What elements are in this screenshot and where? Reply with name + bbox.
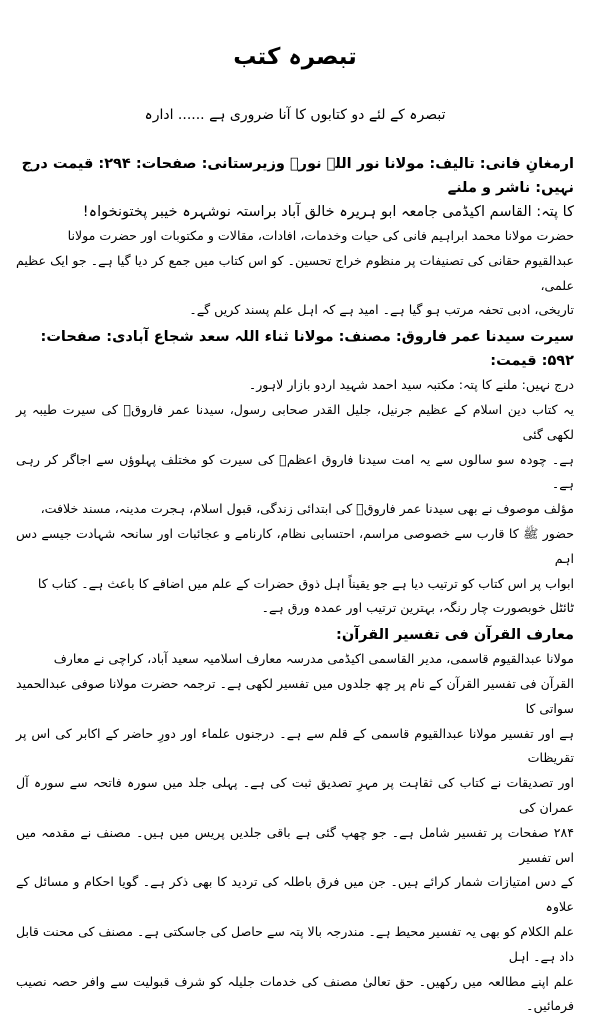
review-publisher: درج نہیں: ملنے کا پتہ: مکتبہ سید احمد شہید اردو بازار لاہور۔ (248, 377, 574, 393)
review-maarif-ul-quran (16, 623, 574, 1019)
review-body-line: القرآن فی تفسیر القرآن کے نام پر چھ جلدوں میں تفسیر لکھی ہے۔ ترجمہ حضرت مولانا صوفی عبدالحمید سواتی کا (16, 675, 574, 716)
review-body-line: تاریخی، ادبی تحفہ مرتب ہو گیا ہے۔ امید ہے کہ اہل علم پسند کریں گے۔ (189, 302, 574, 318)
review-heading: ارمغانِ فانی: تالیف: مولانا نور اللہ نورؔ وزیرستانی: صفحات: ۲۹۴: قیمت درج نہیں: ناشر و ملنے (21, 156, 574, 196)
review-body-line: اور تصدیقات نے کتاب کی ثقاہت پر مہرِ تصدیق ثبت کی ہے۔ پہلی جلد میں سورہ فاتحہ سے سورہ آل عمران کی (16, 775, 574, 815)
review-body-line: یہ کتاب دین اسلام کے عظیم جرنیل، جلیل القدر صحابی رسول، سیدنا عمر فاروقؓ کی سیرت طیبہ پر لکھی گئی (16, 401, 574, 442)
review-body-line: ۲۸۴ صفحات پر تفسیر شامل ہے۔ جو چھپ گئی ہے باقی جلدیں پریس میں ہیں۔ مصنف نے مقدمہ میں اس تفسیر (16, 824, 574, 865)
review-armaghan-fani (16, 152, 574, 323)
review-body-line: ہے اور تفسیر مولانا عبدالقیوم قاسمی کے قلم سے ہے۔ درجنوں علماء اور دورِ حاضر کے اکابر کی اس پر تقریظات (16, 725, 574, 766)
review-body-line: عبدالقیوم حقانی کی تصنیفات پر منظوم خراج تحسین۔ کو اس کتاب میں جمع کر دیا گیا ہے۔ جو ایک عظیم علمی، (16, 252, 574, 293)
review-body-line: حضور ﷺ کا قارب سے خصوصی مراسم، احتسابی نظام، کارنامے و عجائبات اور سانحہ شہادت جیسے دس اہم (16, 525, 574, 566)
review-body-line: ہے۔ چودہ سو سالوں سے یہ امت سیدنا فاروق اعظمؓ کی سیرت کو مختلف پہلوؤں سے اجاگر کر رہی ہے۔ (16, 451, 574, 492)
review-seerat-umar-farooq (16, 325, 574, 621)
review-body-line: ٹائٹل خوبصورت چار رنگہ، بہترین ترتیب اور عمدہ ورق ہے۔ (261, 600, 574, 616)
review-heading: معارف القرآن فی تفسیر القرآن: (336, 627, 574, 644)
review-publisher: کا پتہ: القاسم اکیڈمی جامعہ ابو ہریرہ خالق آباد براستہ نوشہرہ خیبر پختونخواہ! (82, 204, 574, 220)
page-title: تبصرہ کتب (233, 44, 357, 70)
review-body-line: حضرت مولانا محمد ابراہیم فانی کی حیات وخدمات، افادات، مقالات و مکتوبات اور حضرت مولانا (67, 228, 574, 243)
review-body-line: مولانا عبدالقیوم قاسمی، مدیر القاسمی اکیڈمی مدرسہ معارف اسلامیہ سعید آباد، کراچی نے معارف (53, 651, 574, 667)
page-subtitle: تبصرہ کے لئے دو کتابوں کا آنا ضروری ہے ...... ادارہ (144, 107, 446, 123)
review-body-line: مؤلف موصوف نے بھی سیدنا عمر فاروقؓ کی ابتدائی زندگی، قبول اسلام، ہجرت مدینہ، مسند خلافت، (40, 501, 574, 517)
review-body-line: علم الکلام کو بھی یہ تفسیر محیط ہے۔ مندرجہ بالا پتہ سے حاصل کی جاسکتی ہے۔ مصنف کی محنت قابل داد ہے۔ اہل (16, 923, 574, 964)
review-heading: سیرت سیدنا عمر فاروق: مصنف: مولانا ثناء اللہ سعد شجاع آبادی: صفحات: ۵۹۲: قیمت: (40, 329, 574, 370)
review-body-line: ابواب پر اس کتاب کو ترتیب دیا ہے جو یقیناً اہل ذوق حضرات کے علم میں اضافے کا باعث ہے۔ کتاب کا (37, 575, 574, 591)
review-body-line: علم اپنے مطالعہ میں رکھیں۔ حق تعالیٰ مصنف کی خدمات جلیلہ کو شرف قبولیت سے وافر حصہ نصیب فرمائیں۔ (16, 973, 574, 1014)
review-body-line: کے دس امتیازات شمار کرائے ہیں۔ جن میں فرق باطلہ کی تردید کا بھی ذکر ہے۔ گویا احکام و مسائل کے علاوہ (16, 874, 574, 915)
